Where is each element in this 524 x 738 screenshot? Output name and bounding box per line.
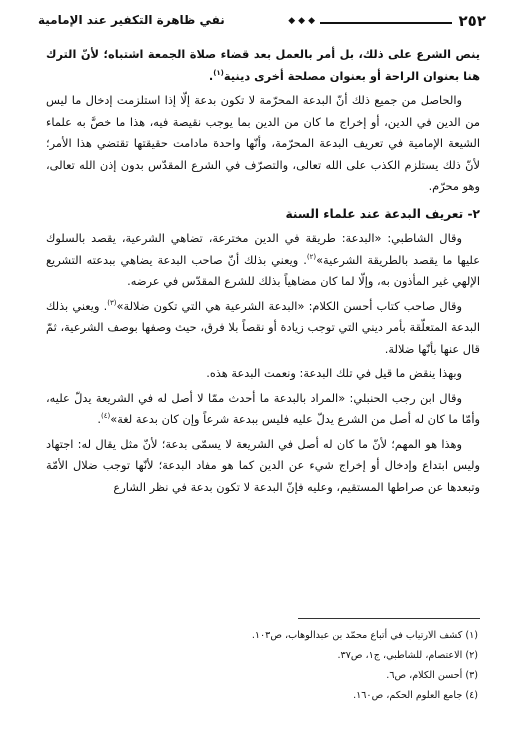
footnote-marker: (٢) [306,252,317,261]
footnote-separator [298,618,480,619]
page-body [46,44,480,501]
footnote: (٣) أحسن الكلام، ص٦. [386,670,478,681]
header-ornament: ◆◆◆ [288,16,318,26]
paragraph: ينص الشرع على ذلك، بل أمر بالعمل بعد قضاء صلاة الجمعة اشتباه؛ لأنّ الترك هنا بعنوان الراحة أو بعنوان مصلحة أخرى دينية$^{(١)}$. [46,47,480,83]
footnote-marker: (١) [213,68,224,77]
footnote: (١) كشف الارتياب في أتباع محمّد بن عبدالوهاب، ص١٠٣. [251,630,478,641]
footnotes [46,626,478,706]
header-rule [320,22,452,24]
section-heading: ٢- تعريف البدعة عند علماء السنة [285,206,480,221]
footnote-marker: (٤) [101,412,111,421]
paragraph: والحاصل من جميع ذلك أنّ البدعة المحرّمة لا تكون بدعة إلّا إذا استلزمت إدخال ما ليس من الدين في الدين، أو إخراج ما كان من الدين بما يوجب نقيصة فيه، هذا ما خصَّ به علماء الشيعة الإمامية في تعريف البدعة المحرّمة، وأنّها واحدة مادامت حقيقتها تقتضي هذا الأمر؛ لأنّ ذلك يستلزم الكذب على الله تعالى، والتصرّف في الشرع المقدّس بدون إذن الله تعالى، وهو محرّم. [46,93,480,193]
footnote-marker: (٣) [107,298,117,307]
footnote: (٢) الاعتصام، للشاطبي، ج١، ص٣٧. [337,650,478,661]
paragraph: وهذا هو المهم؛ لأنّ ما كان له أصل في الشريعة لا يسمّى بدعة؛ لأنّ مثل يقال له: اجتهاد وليس ابتداع وإدخال أو إخراج شيء عن الدين كما هو مفاد البدعة؛ لأنّها توجب ضلال الأمّة وتبعدها عن صراطها المستقيم، وعليه فإنّ البدعة لا تكون بدعة في نظر الشارع [46,436,480,494]
page-number: ٢٥٢ [458,12,486,30]
paragraph: وقال الشاطبي: «البدعة: طريقة في الدين مخترعة، تضاهي الشرعية، يقصد بالسلوك عليها ما يقصد بالطريقة الشرعية»$^{(٢)}$. ويعني بذلك أنّ صاحب البدعة يضاهي ببدعته التشريع الإلهي غير المأذون به، وإلّا لما كان مضاهياً بذلك للشرع المقدّس في عرضه. [46,231,480,288]
running-title: نفي ظاهرة التكفير عند الإمامية [38,13,225,27]
paragraph: وقال صاحب كتاب أحسن الكلام: «البدعة الشرعية هي التي تكون ضلالة»$^{(٣)}$. ويعني بذلك البدعة المتعلّقة بأمر ديني التي توجب زيادة أو نقصاً بلا فرق، حيث وصفها بوصف الشرعية، ثمّ قال عنها بأنّها ضلالة. [46,298,480,356]
page-header [38,12,486,38]
paragraph: وبهذا ينقض ما قيل في تلك البدعة: ونعمت البدعة هذه. [206,366,462,380]
paragraph: وقال ابن رجب الحنبلي: «المراد بالبدعة ما أحدث ممّا لا أصل له في الشريعة يدلّ عليه، وأمّا ما كان له أصل من الشرع يدلّ عليه فليس ببدعة شرعاً وإن كان بدعة لغة»$^{(٤)}$. [46,390,480,426]
footnote: (٤) جامع العلوم الحكم، ص١٦٠. [353,690,478,701]
